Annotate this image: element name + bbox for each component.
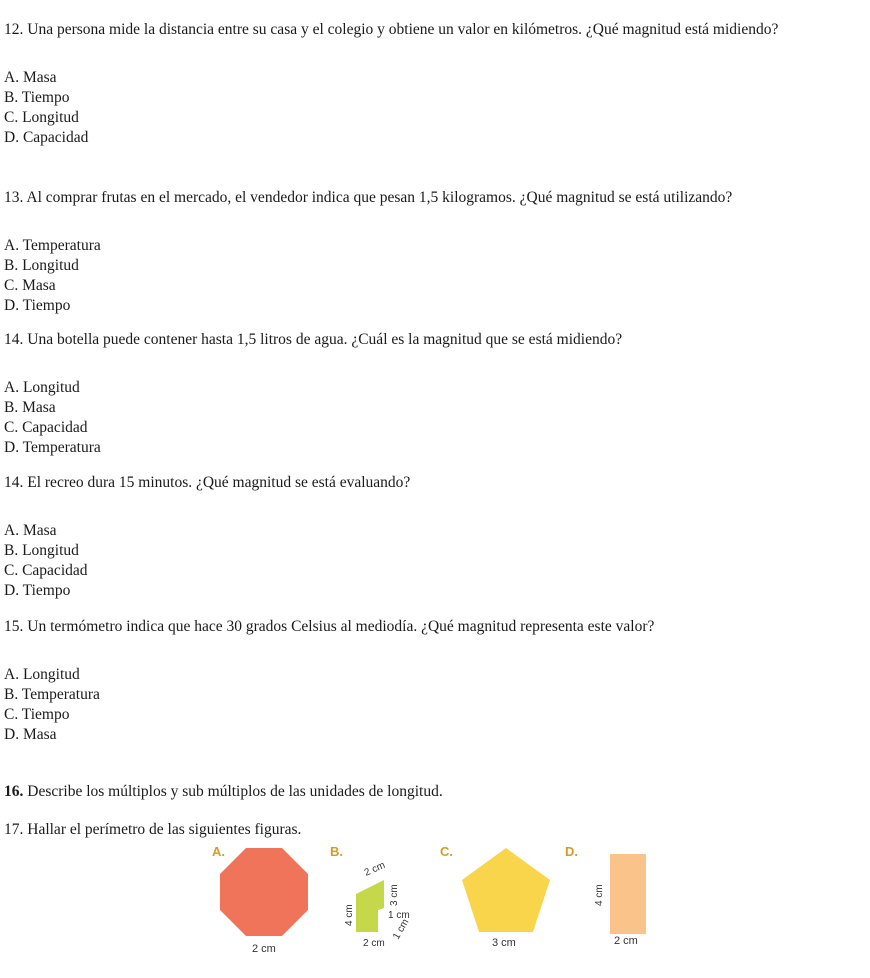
figure-a-letter: A.	[212, 844, 225, 859]
question-17	[4, 820, 301, 840]
option-c: C. Capacidad	[4, 562, 88, 579]
option-a: A. Longitud	[4, 666, 80, 683]
question-14	[4, 330, 814, 458]
question-12	[4, 20, 814, 148]
option-a: A. Masa	[4, 522, 57, 539]
figure-c-side-label: 3 cm	[492, 937, 516, 949]
figure-b-label-right-upper: 3 cm	[389, 884, 400, 906]
option-a: A. Longitud	[4, 379, 80, 396]
figure-b-label-top: 2 cm	[362, 859, 388, 879]
option-b: B. Longitud	[4, 257, 79, 274]
question-number: 16.	[4, 783, 24, 800]
option-b: B. Tiempo	[4, 89, 70, 106]
options-list	[4, 236, 814, 316]
question-text: 15. Un termómetro indica que hace 30 grados Celsius al mediodía. ¿Qué magnitud representa este valor?	[4, 618, 655, 635]
question-text: 17. Hallar el perímetro de las siguientes figuras.	[4, 821, 302, 838]
figure-b-label-left: 4 cm	[344, 904, 355, 926]
figure-b-label-bottom: 2 cm	[363, 938, 385, 949]
figure-b-label-step: 1 cm	[388, 910, 410, 921]
question-text: 14. Una botella puede contener hasta 1,5 litros de agua. ¿Cuál es la magnitud que se está midiendo?	[4, 331, 623, 348]
option-b: B. Temperatura	[4, 686, 100, 703]
question-text: Describe los múltiplos y sub múltiplos de las unidades de longitud.	[27, 783, 443, 800]
question-14b	[4, 473, 814, 601]
option-d: D. Tiempo	[4, 297, 71, 314]
option-d: D. Capacidad	[4, 129, 89, 146]
figure-d-letter: D.	[565, 844, 578, 859]
question-text: 13. Al comprar frutas en el mercado, el vendedor indica que pesan 1,5 kilogramos. ¿Qué magnitud se está utilizando?	[4, 189, 733, 206]
options-list	[4, 665, 814, 745]
option-b: B. Masa	[4, 399, 56, 416]
option-a: A. Temperatura	[4, 237, 101, 254]
question-15	[4, 617, 814, 745]
figure-b-label-right-lower: 1 cm	[391, 917, 412, 942]
figure-d-width-label: 2 cm	[614, 935, 638, 947]
figure-c-letter: C.	[440, 844, 453, 859]
question-text: 12. Una persona mide la distancia entre su casa y el colegio y obtiene un valor en kilómetros. ¿Qué magnitud está midiendo?	[4, 21, 779, 38]
figure-b-shape	[356, 880, 384, 932]
option-c: C. Longitud	[4, 109, 79, 126]
question-16	[4, 782, 443, 802]
option-c: C. Tiempo	[4, 706, 70, 723]
options-list	[4, 521, 814, 601]
options-list	[4, 68, 814, 148]
figure-c-pentagon	[462, 848, 550, 932]
figure-d-rectangle	[610, 854, 646, 934]
option-c: C. Capacidad	[4, 419, 88, 436]
question-13	[4, 188, 814, 316]
option-d: D. Temperatura	[4, 439, 101, 456]
option-b: B. Longitud	[4, 542, 79, 559]
figure-b-letter: B.	[330, 844, 343, 859]
option-d: D. Masa	[4, 726, 57, 743]
figures-area	[200, 840, 660, 970]
option-c: C. Masa	[4, 277, 56, 294]
option-a: A. Masa	[4, 69, 57, 86]
options-list	[4, 378, 814, 458]
option-d: D. Tiempo	[4, 582, 71, 599]
question-text: 14. El recreo dura 15 minutos. ¿Qué magnitud se está evaluando?	[4, 474, 411, 491]
figure-a-side-label: 2 cm	[252, 943, 276, 955]
figure-a-octagon	[220, 848, 308, 936]
figures-svg	[200, 840, 660, 970]
figure-d-height-label: 4 cm	[594, 884, 605, 906]
